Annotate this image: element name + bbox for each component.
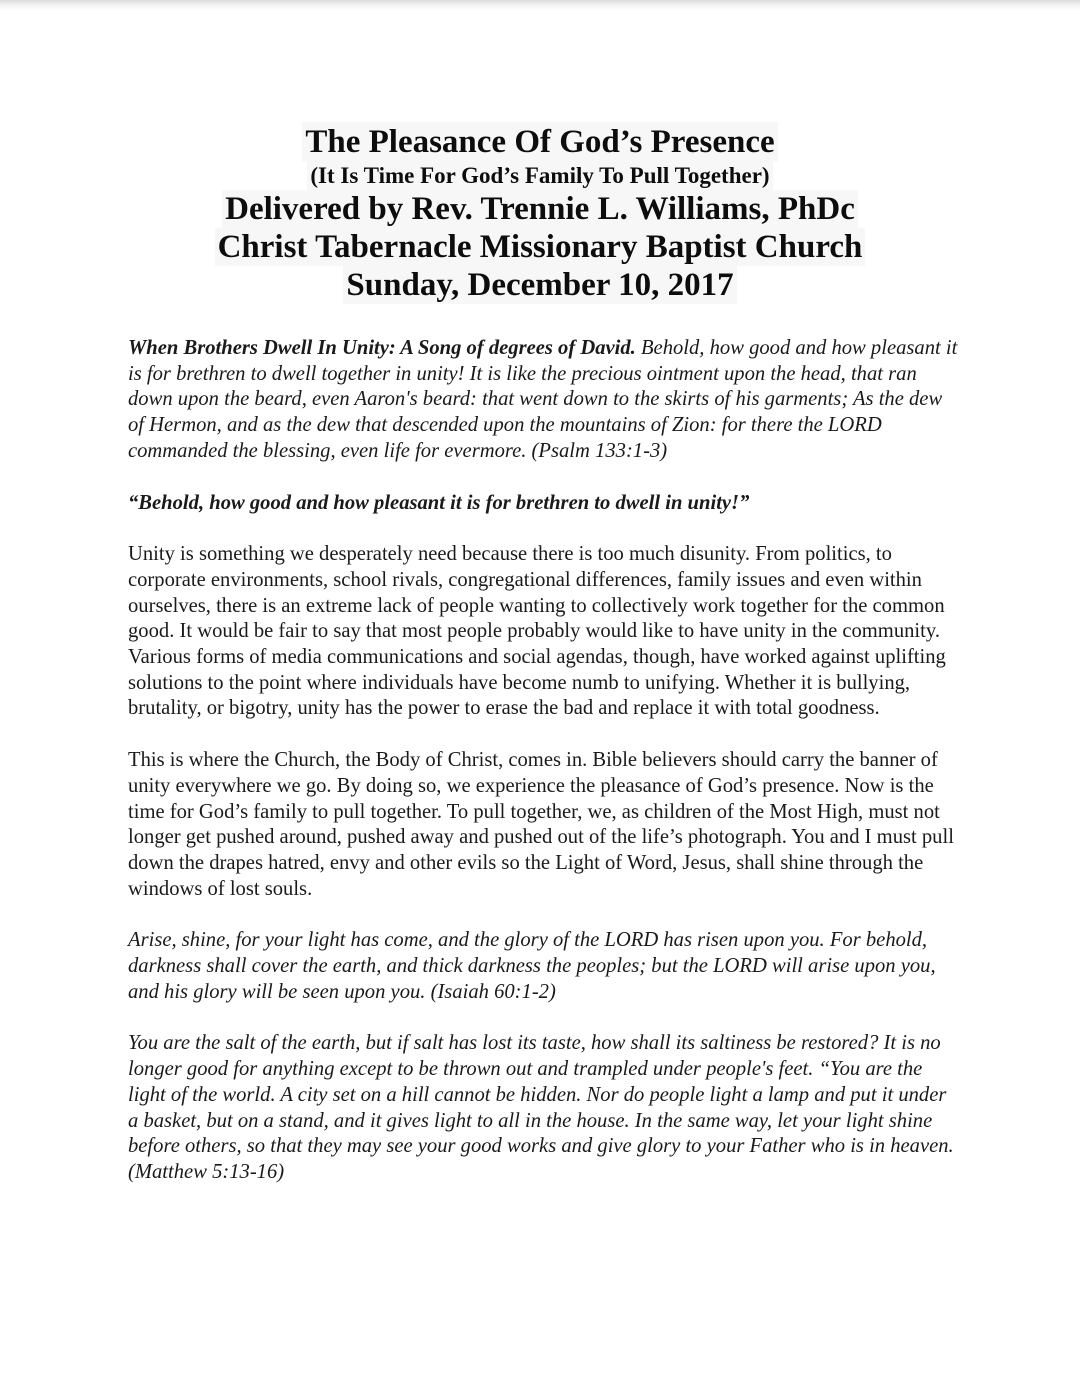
key-quote: “Behold, how good and how pleasant it is for brethren to dwell in unity!”: [128, 491, 750, 514]
sermon-body: [128, 336, 958, 1212]
sermon-subtitle: (It Is Time For God’s Family To Pull Together): [307, 162, 772, 190]
isaiah-passage: Arise, shine, for your light has come, and the glory of the LORD has risen upon you. For behold, darkness shall cover the earth, and thick darkness the peoples; but the LORD will arise upon you, and his glory will be seen upon you. (Isaiah 60:1-2): [128, 929, 936, 1003]
delivered-by-line: Delivered by Rev. Trennie L. Williams, PhDc: [222, 190, 858, 228]
psalm-passage: [128, 336, 958, 465]
sermon-header: [0, 122, 1080, 304]
psalm-text: Behold, how good and how pleasant it is for brethren to dwell together in unity! It is like the precious ointment upon the head, that ran down upon the beard, even Aaron's beard: that went down to the skirts of his garments; As the dew of Hermon, and as the dew that descended upon the mountains of Zion: for there the LORD commanded the blessing, even life for evermore. (Psalm 133:1-3): [128, 337, 958, 462]
church-name: Christ Tabernacle Missionary Baptist Church: [215, 228, 866, 266]
paragraph-unity: Unity is something we desperately need because there is too much disunity. From politics, to corporate environments, school rivals, congregational differences, family issues and even within ourselves, there is an extreme lack of people wanting to collectively work together for the common good. It would be fair to say that most people probably would like to have unity in the community. Various forms of media communications and social agendas, though, have worked against uplifting solutions to the point where individuals have become numb to unifying. Whether it is bullying, brutality, or bigotry, unity has the power to erase the bad and replace it with total goodness.: [128, 543, 946, 720]
paragraph-church: This is where the Church, the Body of Christ, comes in. Bible believers should carry the banner of unity everywhere we go. By doing so, we experience the pleasance of God’s presence. Now is the time for God’s family to pull together. To pull together, we, as children of the Most High, must not longer get pushed around, pushed away and pushed out of the life’s photograph. You and I must pull down the drapes hatred, envy and other evils so the Light of Word, Jesus, shall shine through the windows of lost souls.: [128, 749, 954, 900]
page-top-shadow: [0, 0, 1080, 10]
psalm-heading: When Brothers Dwell In Unity: A Song of degrees of David.: [128, 337, 636, 359]
sermon-date: Sunday, December 10, 2017: [343, 266, 736, 304]
sermon-title: The Pleasance Of God’s Presence: [302, 122, 777, 162]
matthew-passage: You are the salt of the earth, but if salt has lost its taste, how shall its saltiness be restored? It is no longer good for anything except to be thrown out and trampled under people's feet. “You are the light of the world. A city set on a hill cannot be hidden. Nor do people light a lamp and put it under a basket, but on a stand, and it gives light to all in the house. In the same way, let your light shine before others, so that they may see your good works and give glory to your Father who is in heaven. (Matthew 5:13-16): [128, 1032, 954, 1183]
